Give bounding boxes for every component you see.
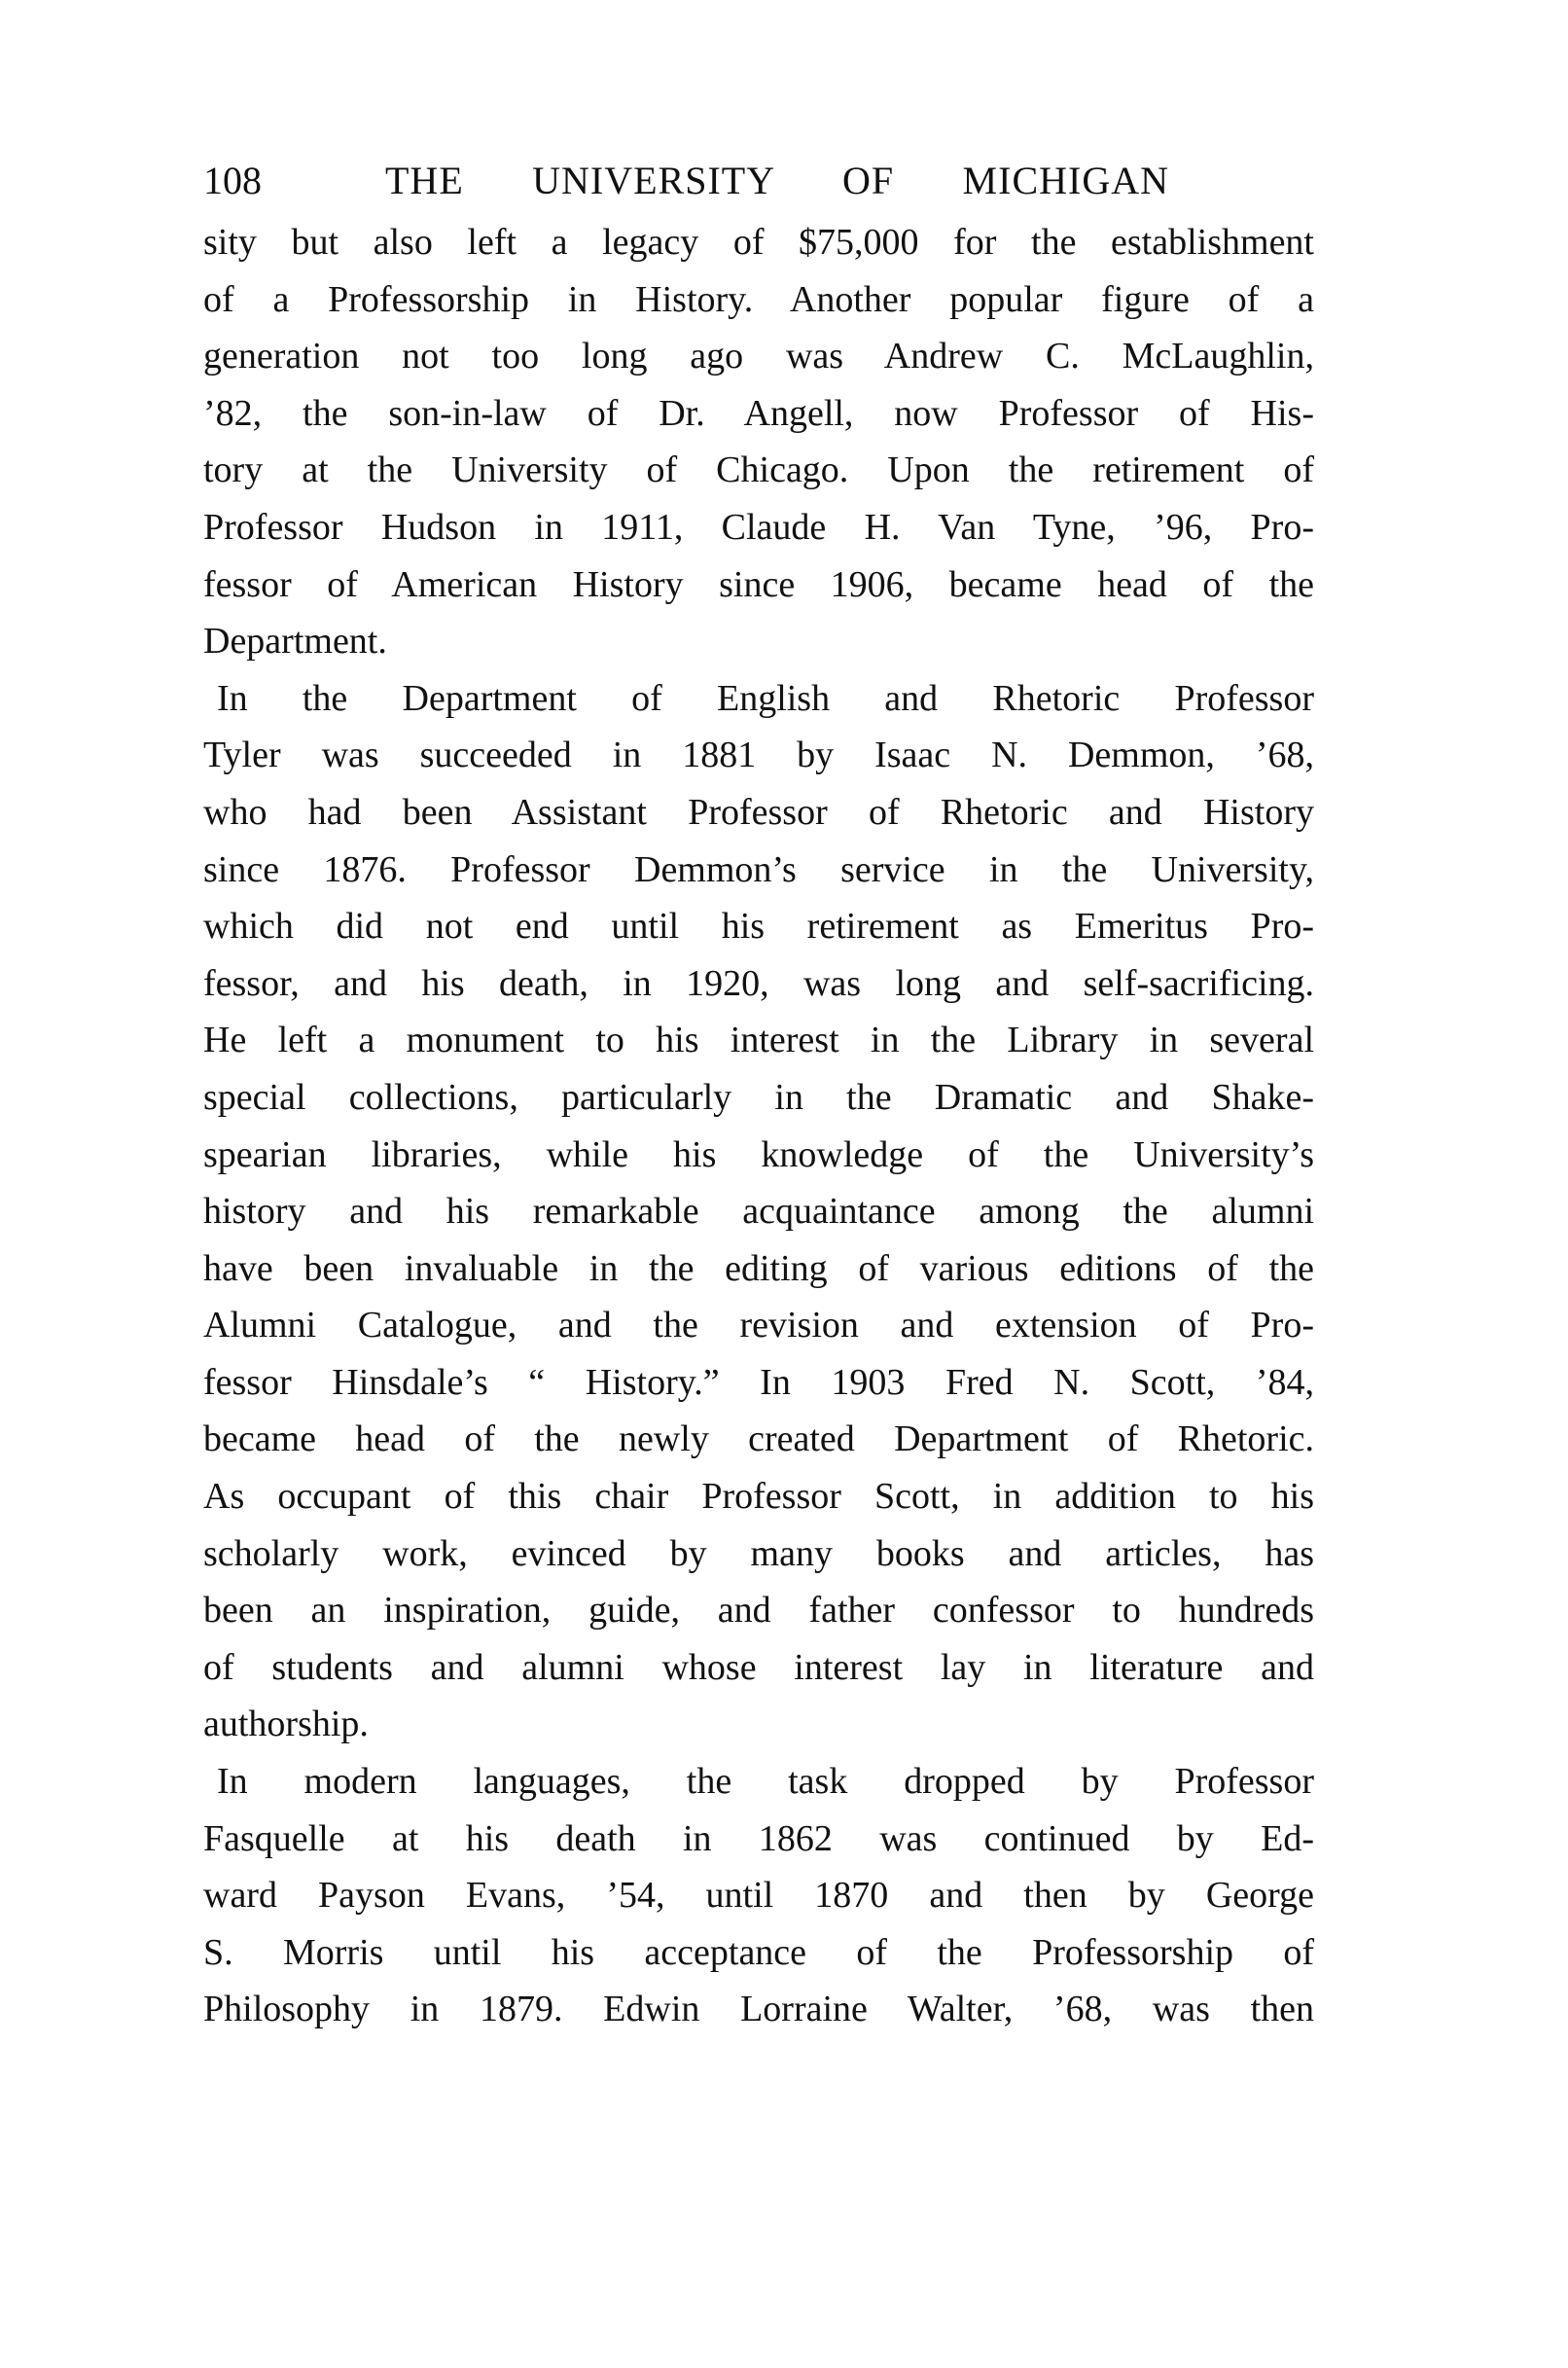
paragraph <box>203 214 1314 670</box>
text-line: Philosophy in 1879. Edwin Lorraine Walter, ’68, was then <box>203 1989 1314 2030</box>
text-line: In modern languages, the task dropped by Professor <box>217 1761 1314 1803</box>
text-line: Tyler was succeeded in 1881 by Isaac N. Demmon, ’68, <box>203 735 1314 776</box>
paragraph <box>203 1753 1314 2038</box>
text-line: Fasquelle at his death in 1862 was continued by Ed- <box>203 1817 1314 1859</box>
text-line: became head of the newly created Department of Rhetoric. <box>203 1418 1314 1460</box>
paragraph <box>203 670 1314 1753</box>
text-line: fessor of American History since 1906, became head of the <box>203 563 1314 605</box>
page-number: 108 <box>203 159 262 202</box>
running-title: THE UNIVERSITY OF MICHIGAN <box>385 159 1169 202</box>
text-line: fessor Hinsdale’s “ History.” In 1903 Fred N. Scott, ’84, <box>203 1361 1314 1403</box>
text-line: special collections, particularly in the Dramatic and Shake- <box>203 1076 1314 1118</box>
text-line: tory at the University of Chicago. Upon the retirement of <box>203 449 1314 491</box>
text-line: who had been Assistant Professor of Rhetoric and History <box>203 791 1314 833</box>
text-line: S. Morris until his acceptance of the Professorship of <box>203 1931 1314 1973</box>
text-line: which did not end until his retirement as Emeritus Pro- <box>203 906 1314 948</box>
text-line: have been invaluable in the editing of various editions of the <box>203 1247 1314 1289</box>
text-line: sity but also left a legacy of $75,000 for the establishment <box>203 222 1314 263</box>
text-line: Department. <box>203 621 387 663</box>
text-line: scholarly work, evinced by many books and articles, has <box>203 1532 1314 1574</box>
text-line: been an inspiration, guide, and father confessor to hundreds <box>203 1590 1314 1632</box>
text-line: history and his remarkable acquaintance among the alumni <box>203 1191 1314 1233</box>
text-line: generation not too long ago was Andrew C. McLaughlin, <box>203 336 1314 377</box>
text-line: since 1876. Professor Demmon’s service in the University, <box>203 848 1314 890</box>
text-line: He left a monument to his interest in the Library in several <box>203 1020 1314 1061</box>
text-line: of students and alumni whose interest lay in literature and <box>203 1646 1314 1688</box>
text-line: ’82, the son-in-law of Dr. Angell, now Professor of His- <box>203 392 1314 434</box>
text-line: Alumni Catalogue, and the revision and extension of Pro- <box>203 1305 1314 1346</box>
text-line: In the Department of English and Rhetoric Professor <box>217 677 1314 719</box>
text-line: authorship. <box>203 1704 369 1745</box>
text-line: Professor Hudson in 1911, Claude H. Van Tyne, ’96, Pro- <box>203 506 1314 548</box>
text-line: of a Professorship in History. Another popular figure of a <box>203 278 1314 320</box>
body-text <box>203 214 1314 2038</box>
text-line: ward Payson Evans, ’54, until 1870 and then by George <box>203 1875 1314 1917</box>
text-line: As occupant of this chair Professor Scott, in addition to his <box>203 1476 1314 1518</box>
text-line: spearian libraries, while his knowledge of the University’s <box>203 1133 1314 1175</box>
text-line: fessor, and his death, in 1920, was long and self-sacrificing. <box>203 962 1314 1004</box>
